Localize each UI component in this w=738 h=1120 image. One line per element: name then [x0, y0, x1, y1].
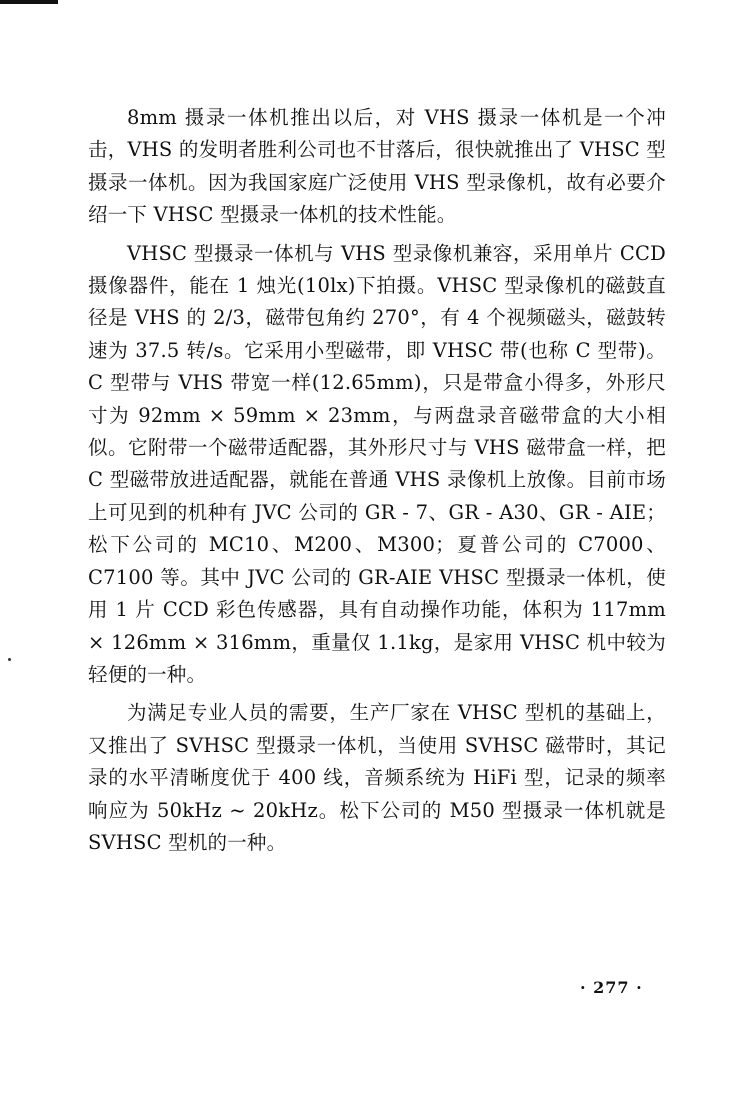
paragraph-3: 为满足专业人员的需要，生产厂家在 VHSC 型机的基础上，又推出了 SVHSC 型摄录一体机，当使用 SVHSC 磁带时，其记录的水平清晰度优于 400 线，音频系统为 HiFi 型，记录的频率响应为 50kHz ~ 20kHz。松下公司的 M50 型摄录一体机就是 SVHSC 型机的一种。 [88, 701, 666, 854]
top-rule [0, 0, 58, 4]
paragraph-1: 8mm 摄录一体机推出以后，对 VHS 摄录一体机是一个冲击，VHS 的发明者胜利公司也不甘落后，很快就推出了 VHSC 型摄录一体机。因为我国家庭广泛使用 VHS 型录像机，故有必要介绍一下 VHSC 型摄录一体机的技术性能。 [88, 106, 666, 227]
body-text [88, 102, 666, 865]
page-number: · 277 · [580, 978, 643, 997]
paragraph-2: VHSC 型摄录一体机与 VHS 型录像机兼容，采用单片 CCD 摄像器件，能在 1 烛光(10lx)下拍摄。VHSC 型录像机的磁鼓直径是 VHS 的 2/3，磁带包角约 270°，有 4 个视频磁头，磁鼓转速为 37.5 转/s。它采用小型磁带，即 VHSC 带(也称 C 型带)。C 型带与 VHS 带宽一样(12.65mm)，只是带盒小得多，外形尺寸为 92mm × 59mm × 23mm，与两盘录音磁带盒的大小相似。它附带一个磁带适配器，其外形尺寸与 VHS 磁带盒一样，把 C 型磁带放进适配器，就能在普通 VHS 录像机上放像。目前市场上可见到的机种有 JVC 公司的 GR - 7、GR - A30、GR - AIE；松下公司的 MC10、M200、M300；夏普公司的 C7000、C7100 等。其中 JVC 公司的 GR-AIE VHSC 型摄录一体机，使用 1 片 CCD 彩色传感器，具有自动操作功能，体积为 117mm × 126mm × 316mm，重量仅 1.1kg，是家用 VHSC 机中较为轻便的一种。 [88, 241, 666, 686]
margin-mark [8, 658, 11, 661]
